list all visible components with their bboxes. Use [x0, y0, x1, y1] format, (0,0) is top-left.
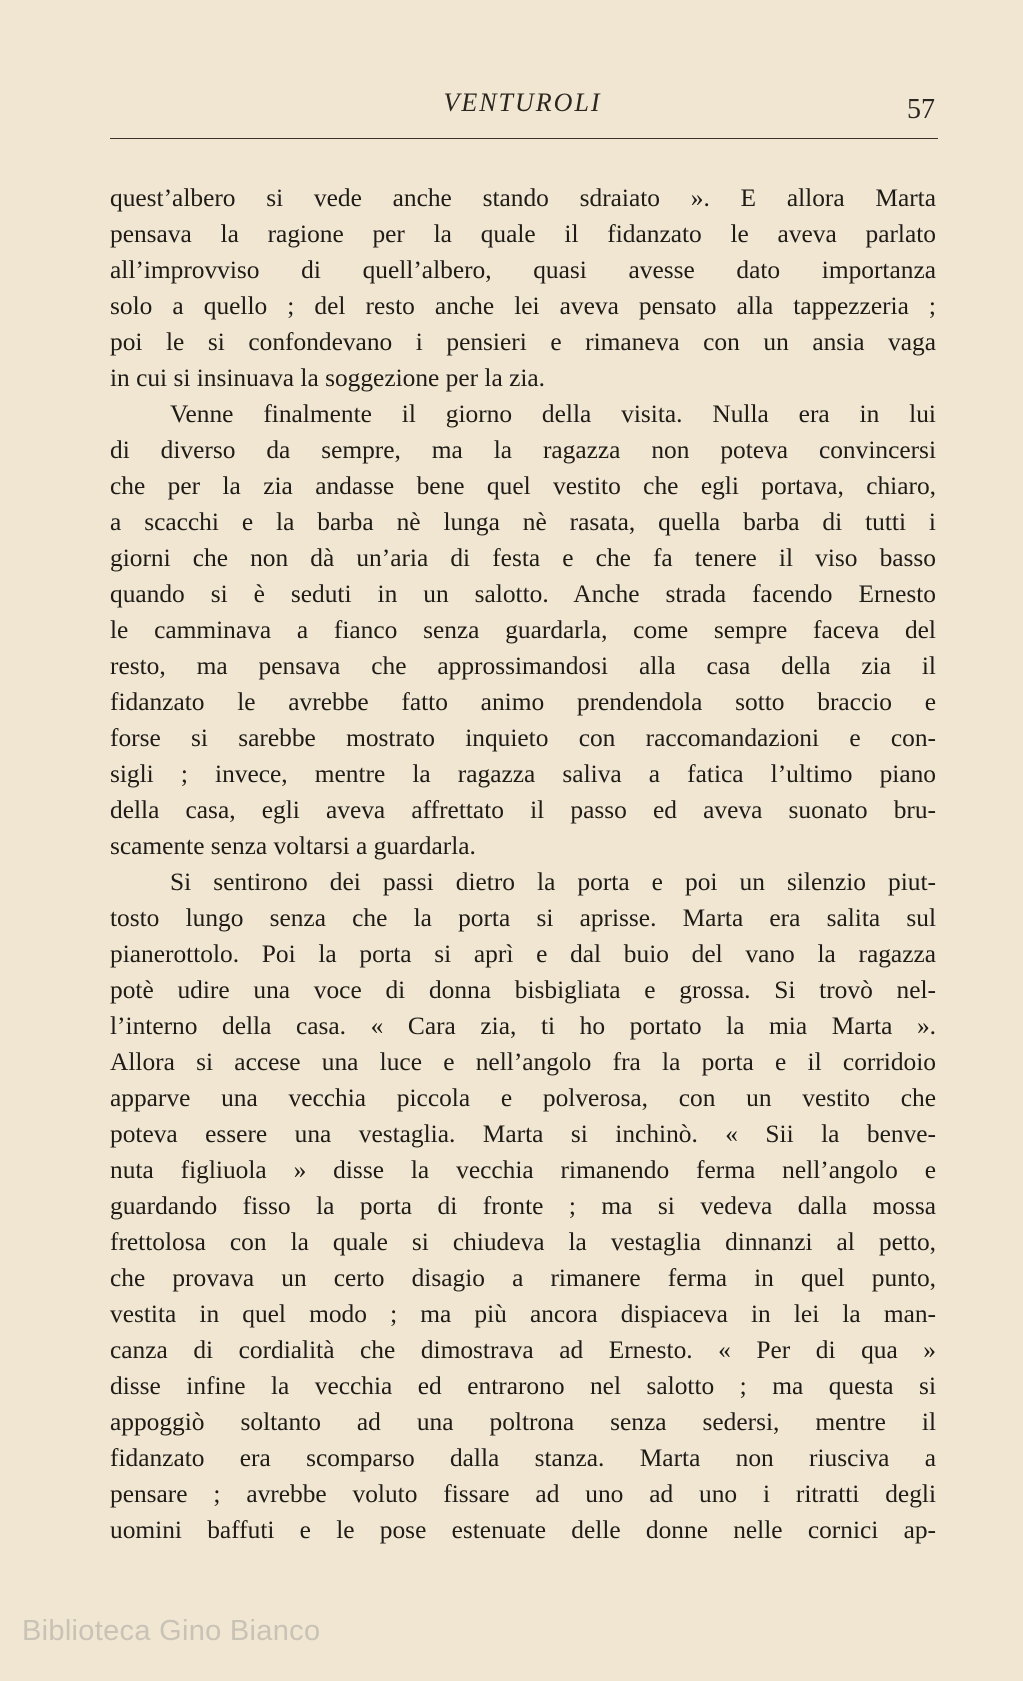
text-line: di diverso da sempre, ma la ragazza non poteva convincersi — [110, 436, 936, 464]
text-line: della casa, egli aveva affrettato il passo ed aveva suonato bru- — [110, 796, 936, 824]
text-line: poi le si confondevano i pensieri e rimaneva con un ansia vaga — [110, 328, 936, 356]
text-line: pensava la ragione per la quale il fidanzato le aveva parlato — [110, 220, 936, 248]
running-title: VENTUROLI — [443, 88, 602, 117]
text-line: canza di cordialità che dimostrava ad Ernesto. « Per di qua » — [110, 1336, 936, 1364]
text-line: in cui si insinuava la soggezione per la zia. — [110, 364, 546, 392]
text-line: uomini baffuti e le pose estenuate delle donne nelle cornici ap- — [110, 1516, 936, 1544]
text-line: l’interno della casa. « Cara zia, ti ho portato la mia Marta ». — [110, 1012, 936, 1040]
text-line: Venne finalmente il giorno della visita. Nulla era in lui — [170, 400, 936, 428]
text-line: quest’albero si vede anche stando sdraiato ». E allora Marta — [110, 184, 936, 212]
text-line: quando si è seduti in un salotto. Anche strada facendo Ernesto — [110, 580, 936, 608]
page-header — [110, 88, 935, 128]
text-line: all’improvviso di quell’albero, quasi avesse dato importanza — [110, 256, 936, 284]
library-watermark: Biblioteca Gino Bianco — [22, 1615, 321, 1647]
text-line: pianerottolo. Poi la porta si aprì e dal buio del vano la ragazza — [110, 940, 936, 968]
text-line: fidanzato le avrebbe fatto animo prendendola sotto braccio e — [110, 688, 936, 716]
page-number: 57 — [907, 94, 935, 125]
text-line: scamente senza voltarsi a guardarla. — [110, 832, 476, 860]
text-line: apparve una vecchia piccola e polverosa, con un vestito che — [110, 1084, 936, 1112]
text-line: appoggiò soltanto ad una poltrona senza sedersi, mentre il — [110, 1408, 936, 1436]
text-line: potè udire una voce di donna bisbigliata e grossa. Si trovò nel- — [110, 976, 936, 1004]
text-line: giorni che non dà un’aria di festa e che fa tenere il viso basso — [110, 544, 936, 572]
text-line: nuta figliuola » disse la vecchia rimanendo ferma nell’angolo e — [110, 1156, 936, 1184]
text-line: sigli ; invece, mentre la ragazza saliva a fatica l’ultimo piano — [110, 760, 936, 788]
text-line: le camminava a fianco senza guardarla, come sempre faceva del — [110, 616, 936, 644]
text-line: forse si sarebbe mostrato inquieto con raccomandazioni e con- — [110, 724, 936, 752]
text-line: tosto lungo senza che la porta si aprisse. Marta era salita sul — [110, 904, 936, 932]
text-line: resto, ma pensava che approssimandosi alla casa della zia il — [110, 652, 936, 680]
text-line: che provava un certo disagio a rimanere ferma in quel punto, — [110, 1264, 936, 1292]
text-line: guardando fisso la porta di fronte ; ma si vedeva dalla mossa — [110, 1192, 936, 1220]
body-text — [110, 180, 936, 1548]
text-line: a scacchi e la barba nè lunga nè rasata, quella barba di tutti i — [110, 508, 936, 536]
text-line: disse infine la vecchia ed entrarono nel salotto ; ma questa si — [110, 1372, 936, 1400]
text-line: Si sentirono dei passi dietro la porta e poi un silenzio piut- — [170, 868, 936, 896]
text-line: Allora si accese una luce e nell’angolo fra la porta e il corridoio — [110, 1048, 936, 1076]
text-line: che per la zia andasse bene quel vestito che egli portava, chiaro, — [110, 472, 936, 500]
text-line: pensare ; avrebbe voluto fissare ad uno ad uno i ritratti degli — [110, 1480, 936, 1508]
text-line: fidanzato era scomparso dalla stanza. Marta non riusciva a — [110, 1444, 936, 1472]
text-line: frettolosa con la quale si chiudeva la vestaglia dinnanzi al petto, — [110, 1228, 936, 1256]
text-line: vestita in quel modo ; ma più ancora dispiaceva in lei la man- — [110, 1300, 936, 1328]
text-line: poteva essere una vestaglia. Marta si inchinò. « Sii la benve- — [110, 1120, 936, 1148]
text-line: solo a quello ; del resto anche lei aveva pensato alla tappezzeria ; — [110, 292, 936, 320]
header-rule — [110, 138, 938, 139]
